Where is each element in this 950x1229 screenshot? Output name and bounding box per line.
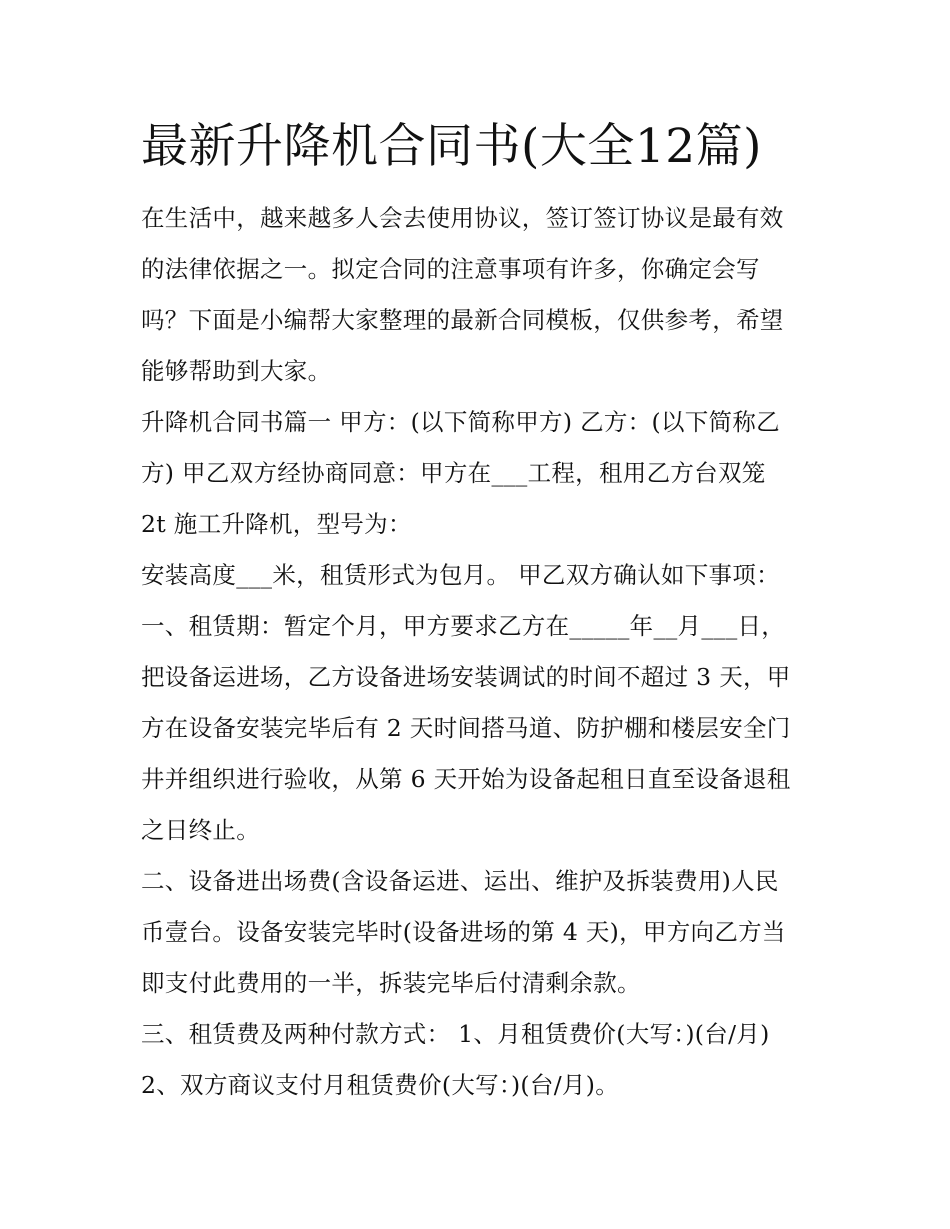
body-line: 把设备运进场，乙方设备进场安装调试的时间不超过 3 天，甲 xyxy=(141,663,791,691)
body-line: 方在设备安装完毕后有 2 天时间搭马道、防护棚和楼层安全门 xyxy=(141,714,791,742)
body-line: 2t 施工升降机，型号为： xyxy=(141,510,412,538)
body-line: 井并组织进行验收，从第 6 天开始为设备起租日直至设备退租 xyxy=(141,765,791,793)
body-line: 三、租赁费及两种付款方式： 1、月租赁费价(大写：)(台/月) xyxy=(141,1020,770,1048)
body-line: 二、设备进出场费(含设备运进、运出、维护及拆装费用)人民 xyxy=(141,867,779,895)
body-line: 在生活中，越来越多人会去使用协议，签订签订协议是最有效 xyxy=(141,204,784,232)
body-line: 币壹台。设备安装完毕时(设备进场的第 4 天)，甲方向乙方当 xyxy=(141,918,786,946)
document-page xyxy=(141,112,813,1111)
document-body xyxy=(141,193,813,1111)
body-line: 之日终止。 xyxy=(141,816,260,844)
body-line: 能够帮助到大家。 xyxy=(141,357,332,385)
body-line: 吗？下面是小编帮大家整理的最新合同模板，仅供参考，希望 xyxy=(141,306,784,334)
body-line: 2、双方商议支付月租赁费价(大写：)(台/月)。 xyxy=(141,1071,619,1099)
document-title: 最新升降机合同书(大全12篇) xyxy=(141,119,762,174)
body-line: 升降机合同书篇一 甲方：(以下简称甲方) 乙方：(以下简称乙 xyxy=(141,408,780,436)
body-line: 即支付此费用的一半，拆装完毕后付清剩余款。 xyxy=(141,969,641,997)
body-line: 方) 甲乙双方经协商同意：甲方在___工程，租用乙方台双笼 xyxy=(141,459,766,487)
body-line: 一、租赁期：暂定个月，甲方要求乙方在_____年__月___日， xyxy=(141,612,786,640)
body-line: 安装高度___米，租赁形式为包月。 甲乙双方确认如下事项： xyxy=(141,561,780,589)
body-line: 的法律依据之一。拟定合同的注意事项有许多，你确定会写 xyxy=(141,255,760,283)
